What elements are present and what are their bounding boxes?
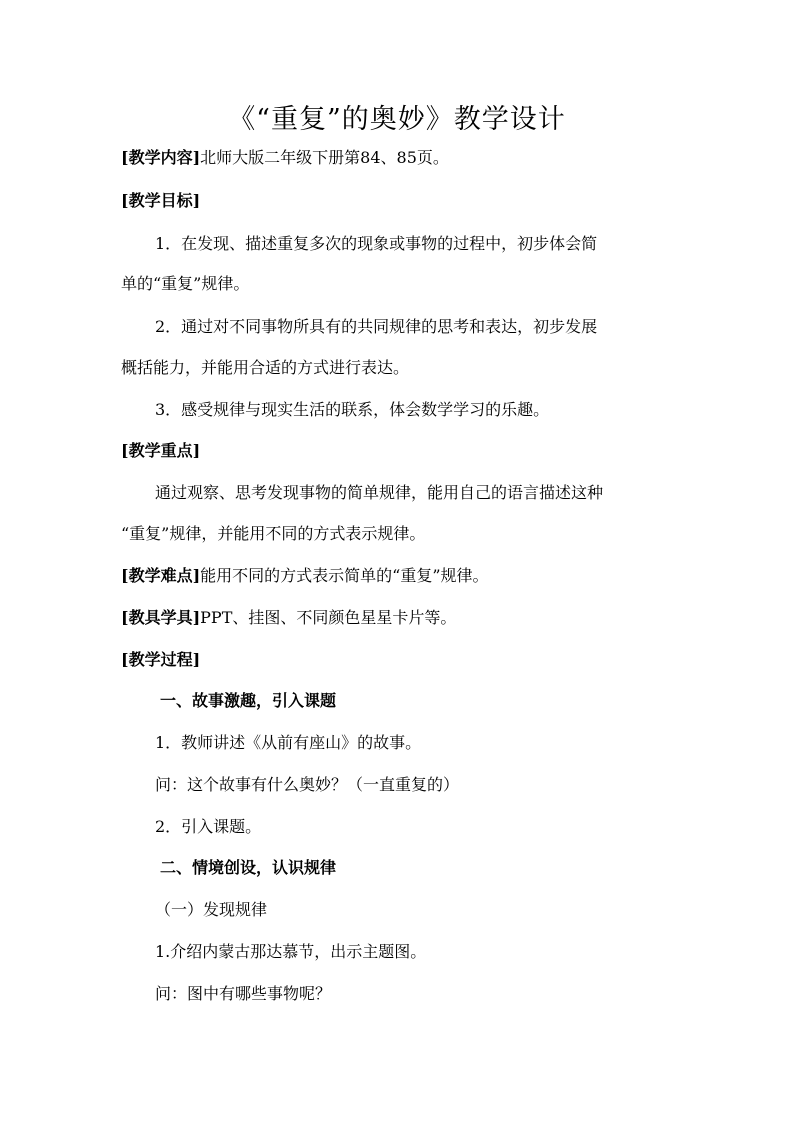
goal-2-line-1: 2．通过对不同事物所具有的共同规律的思考和表达，初步发展 [155,317,598,336]
content-text: 北师大版二年级下册第84、85页。 [200,148,449,167]
section-2-heading: 二、情境创设，认识规律 [160,858,337,877]
difficulty-text: 能用不同的方式表示简单的“重复”规律。 [200,566,489,585]
section-1-heading: 一、故事激趣，引入课题 [160,691,337,710]
key-heading: [教学重点] [121,441,201,460]
content-line [121,146,449,170]
difficulty-label: [教学难点] [121,566,201,585]
section-2-subheading-1: （一）发现规律 [155,900,268,919]
section-1-item-2: 2．引入课题。 [155,817,262,836]
tools-line [121,606,456,630]
document-title: 《“重复”的奥妙》教学设计 [228,104,566,135]
process-heading: [教学过程] [121,650,201,669]
goal-1-line-2: 单的“重复”规律。 [121,274,250,293]
key-line-2: “重复”规律，并能用不同的方式表示规律。 [121,524,426,543]
content-label: [教学内容] [121,148,201,167]
section-2-item-1: 1.介绍内蒙古那达慕节，出示主题图。 [155,942,427,961]
difficulty-line [121,564,489,588]
section-2-question: 问：图中有哪些事物呢？ [155,984,332,1003]
goals-heading: [教学目标] [121,191,201,210]
tools-label: [教具学具] [121,608,201,627]
tools-text: PPT、挂图、不同颜色星星卡片等。 [200,608,457,627]
goal-1-line-1: 1．在发现、描述重复多次的现象或事物的过程中，初步体会简 [155,234,598,253]
section-1-question: 问：这个故事有什么奥妙？（一直重复的） [155,775,460,794]
goal-2-line-2: 概括能力，并能用合适的方式进行表达。 [121,358,410,377]
goal-3: 3．感受规律与现实生活的联系，体会数学学习的乐趣。 [155,400,550,419]
key-line-1: 通过观察、思考发现事物的简单规律，能用自己的语言描述这种 [155,483,604,502]
section-1-item-1: 1．教师讲述《从前有座山》的故事。 [155,733,422,752]
